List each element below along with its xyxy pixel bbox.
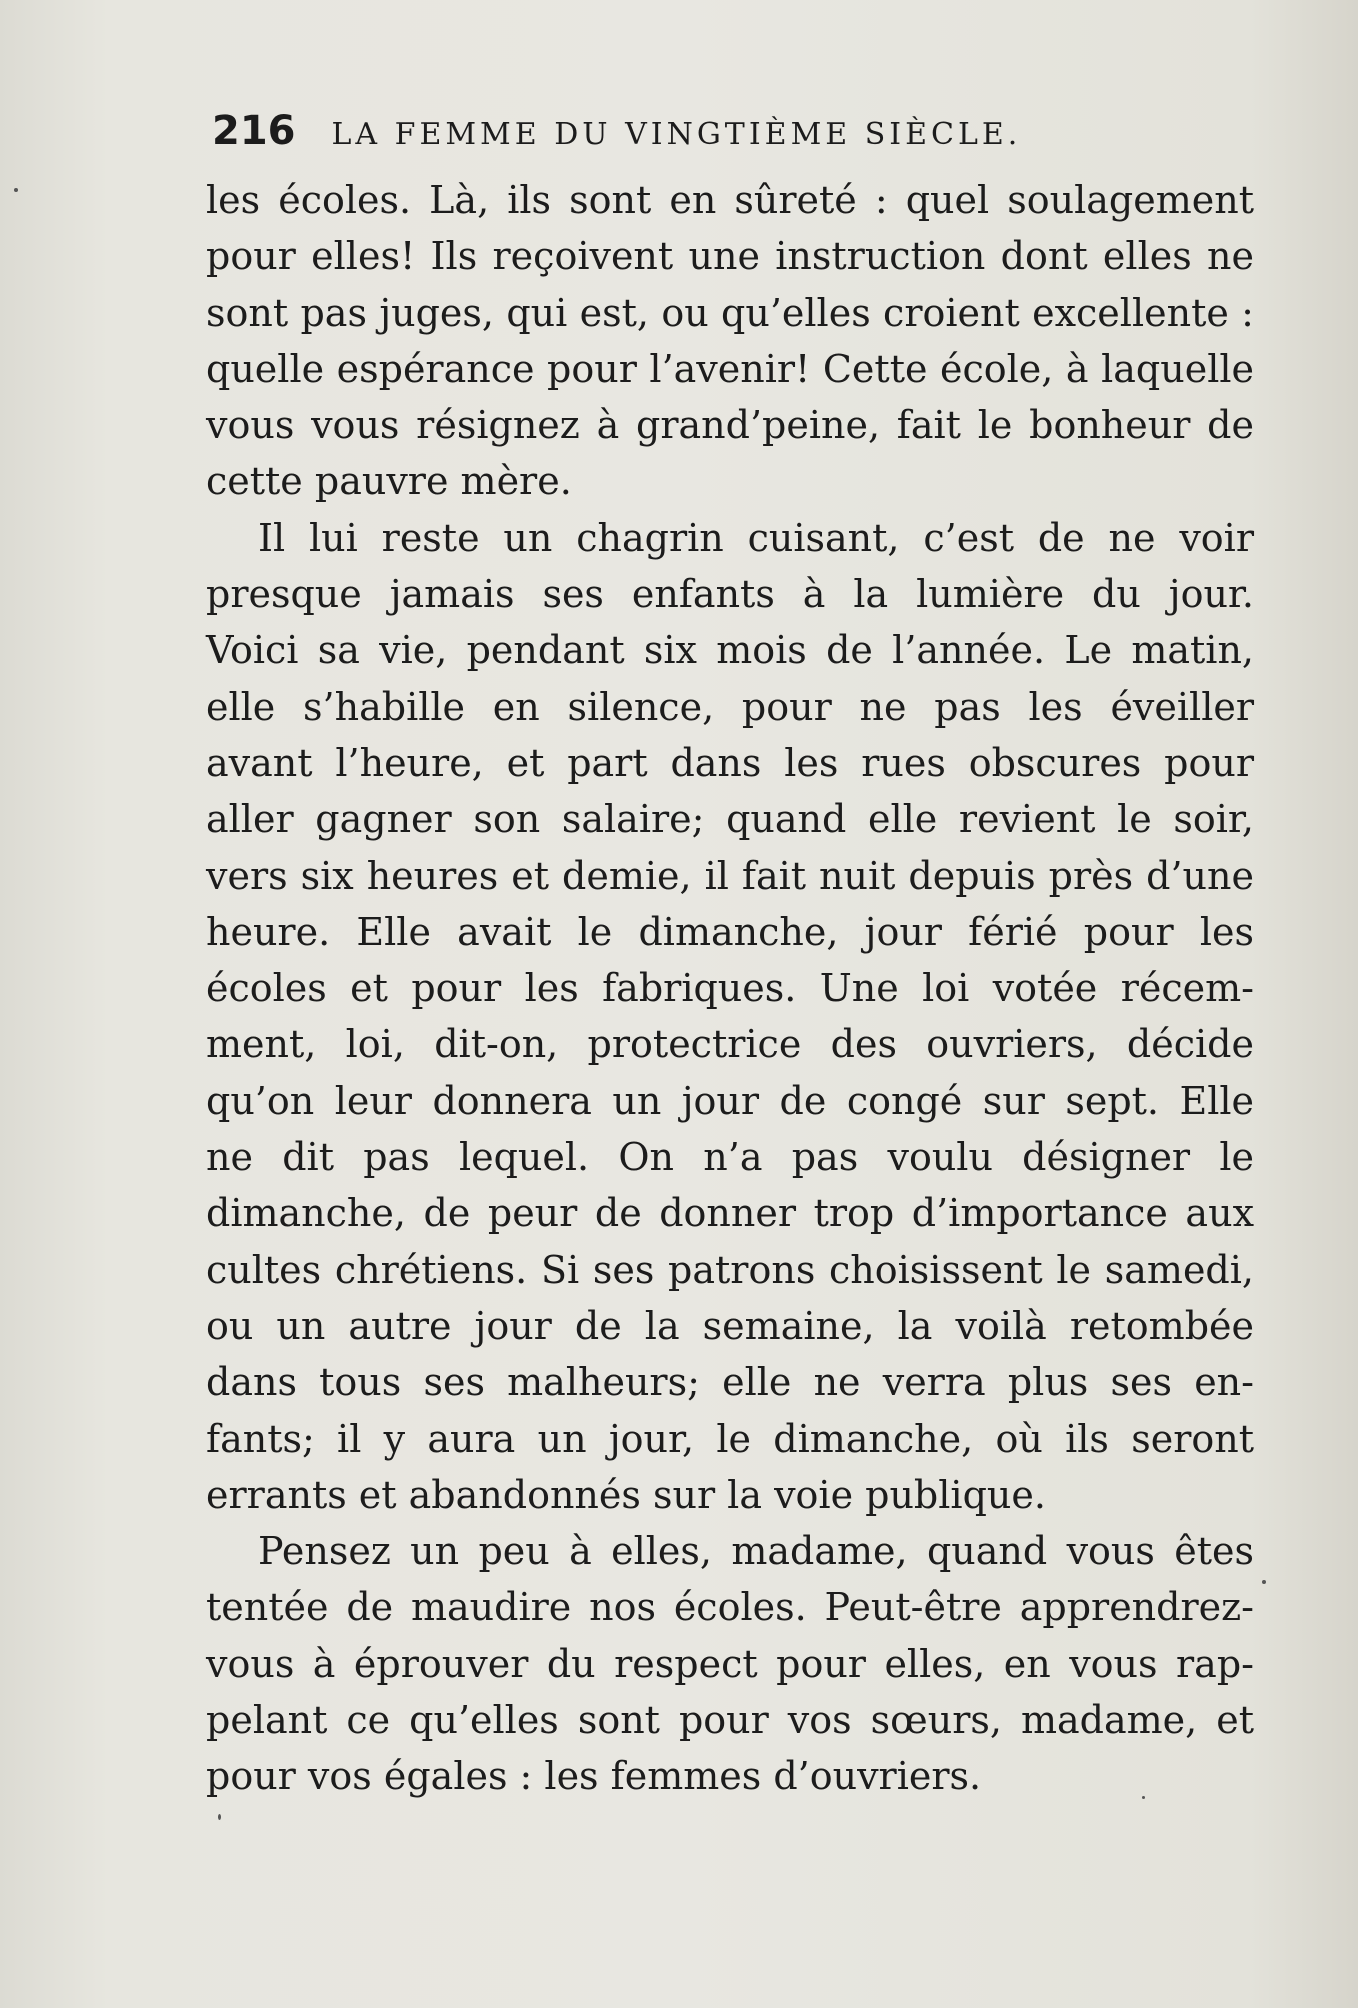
text-line: ou un autre jour de la semaine, la voilà retombée xyxy=(206,1303,1254,1348)
text-line: pelant ce qu’elles sont pour vos sœurs, madame, et xyxy=(206,1698,1254,1743)
text-line: Pensez un peu à elles, madame, quand vous êtes xyxy=(258,1529,1254,1574)
text-line: fants; il y aura un jour, le dimanche, où ils seront xyxy=(206,1416,1254,1461)
text-line: les écoles. Là, ils sont en sûreté : quel soulagement xyxy=(206,178,1254,222)
text-line: pour elles! Ils reçoivent une instruction dont elles ne xyxy=(206,234,1254,279)
text-line: pour vos égales : les femmes d’ouvriers. xyxy=(206,1754,982,1799)
paper-speck xyxy=(1142,1796,1145,1799)
text-line: cultes chrétiens. Si ses patrons choisissent le samedi, xyxy=(206,1247,1254,1292)
paper-speck xyxy=(1262,1580,1266,1584)
text-line: écoles et pour les fabriques. Une loi votée récem- xyxy=(206,966,1254,1011)
text-line: heure. Elle avait le dimanche, jour férié pour les xyxy=(206,909,1254,954)
page-number: 216 xyxy=(212,108,296,154)
text-line: tentée de maudire nos écoles. Peut-être apprendrez- xyxy=(206,1585,1254,1630)
text-line: dimanche, de peur de donner trop d’importance aux xyxy=(206,1191,1254,1236)
text-line: ment, loi, dit-on, protectrice des ouvriers, décide xyxy=(206,1022,1254,1067)
text-line: Voici sa vie, pendant six mois de l’année. Le matin, xyxy=(206,628,1254,673)
paper-speck xyxy=(14,188,18,192)
text-line: cette pauvre mère. xyxy=(206,459,572,504)
text-line: quelle espérance pour l’avenir! Cette école, à laquelle xyxy=(206,346,1254,391)
text-line: Il lui reste un chagrin cuisant, c’est de ne voir xyxy=(258,515,1254,560)
text-line: vous vous résignez à grand’peine, fait le bonheur de xyxy=(206,403,1254,448)
body-text xyxy=(206,172,1254,1805)
text-line: presque jamais ses enfants à la lumière du jour. xyxy=(206,572,1254,617)
text-line: vous à éprouver du respect pour elles, en vous rap- xyxy=(206,1641,1254,1686)
running-title: LA FEMME DU VINGTIÈME SIÈCLE. xyxy=(331,117,1022,152)
page-header xyxy=(212,108,1152,168)
text-line: dans tous ses malheurs; elle ne verra plus ses en- xyxy=(206,1360,1254,1405)
text-line: aller gagner son salaire; quand elle revient le soir, xyxy=(206,797,1254,842)
text-line: avant l’heure, et part dans les rues obscures pour xyxy=(206,740,1254,785)
text-line: sont pas juges, qui est, ou qu’elles croient excellente : xyxy=(206,290,1254,335)
text-line: qu’on leur donnera un jour de congé sur sept. Elle xyxy=(206,1078,1254,1123)
text-line: vers six heures et demie, il fait nuit depuis près d’une xyxy=(206,853,1254,898)
text-line: elle s’habille en silence, pour ne pas les éveiller xyxy=(206,684,1254,729)
text-line: ne dit pas lequel. On n’a pas voulu désigner le xyxy=(206,1135,1254,1180)
text-line: errants et abandonnés sur la voie publique. xyxy=(206,1472,1046,1517)
paper-speck xyxy=(218,1814,221,1820)
